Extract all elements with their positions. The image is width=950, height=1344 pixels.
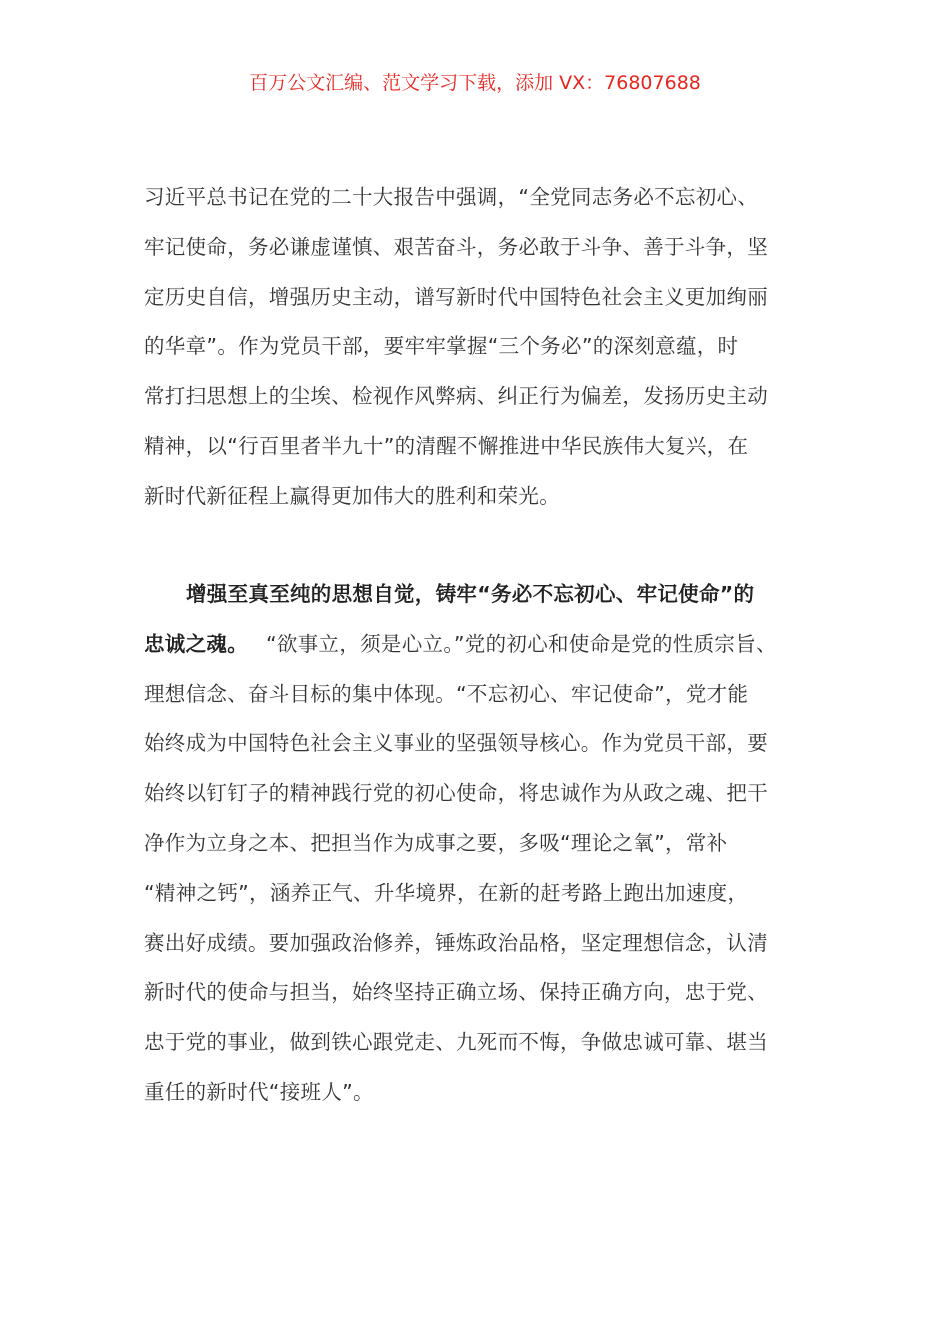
text-span: “欲事立，须是心立。”党的初心和使命是党的性质宗旨、 xyxy=(266,631,777,656)
text-line: 常打扫思想上的尘埃、检视作风弊病、纠正行为偏差，发扬历史主动 xyxy=(144,384,768,409)
text-line: “精神之钙”，涵养正气、升华境界，在新的赶考路上跑出加速度， xyxy=(144,880,749,905)
text-line: 净作为立身之本、把担当作为成事之要，多吸“理论之氧”，常补 xyxy=(144,830,728,855)
text-line xyxy=(144,620,824,670)
text-line: 精神，以“行百里者半九十”的清醒不懈推进中华民族伟大复兴，在 xyxy=(144,433,749,458)
text-line: 新时代新征程上赢得更加伟大的胜利和荣光。 xyxy=(144,483,560,508)
section-heading-end: 忠诚之魂。 xyxy=(144,631,248,656)
header-banner: 百万公文汇编、范文学习下载，添加 VX：76807688 xyxy=(249,72,701,94)
text-line: 习近平总书记在党的二十大报告中强调，“全党同志务必不忘初心、 xyxy=(144,185,759,209)
text-line: 始终以钉钉子的精神践行党的初心使命，将忠诚作为从政之魂、把干 xyxy=(144,781,768,806)
text-line: 的华章”。作为党员干部，要牢牢掌握“三个务必”的深刻意蕴，时 xyxy=(144,334,739,359)
text-line: 新时代的使命与担当，始终坚持正确立场、保持正确方向，忠于党、 xyxy=(144,980,768,1005)
paragraph-1 xyxy=(144,173,824,522)
text-line: 牢记使命，务必谦虚谨慎、艰苦奋斗，务必敢于斗争、善于斗争，坚 xyxy=(144,234,768,259)
text-line: 理想信念、奋斗目标的集中体现。“不忘初心、牢记使命”，党才能 xyxy=(144,681,749,706)
text-line: 始终成为中国特色社会主义事业的坚强领导核心。作为党员干部，要 xyxy=(144,731,768,756)
paragraph-2 xyxy=(144,570,824,1118)
text-line: 重任的新时代“接班人”。 xyxy=(144,1079,374,1104)
text-line: 定历史自信，增强历史主动，谱写新时代中国特色社会主义更加绚丽 xyxy=(144,284,768,309)
text-line: 忠于党的事业，做到铁心跟党走、九死而不悔，争做忠诚可靠、堪当 xyxy=(144,1030,768,1055)
section-heading: 增强至真至纯的思想自觉，铸牢“务必不忘初心、牢记使命”的 xyxy=(186,582,755,606)
text-line: 赛出好成绩。要加强政治修养，锤炼政治品格，坚定理想信念，认清 xyxy=(144,930,768,955)
